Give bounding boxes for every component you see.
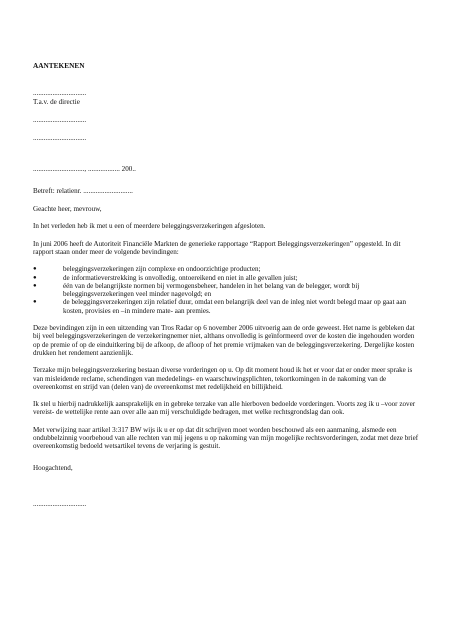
paragraph-tros: Deze bevindingen zijn in een uitzending van Tros Radar op 6 november 2006 uitvoerig aan de orde geweest. Het name is gebleken dat bij veel beleggingsverzekeringen de verzekeringnemer niet, althans onvolledig is geïnformeerd over de kosten die ingehouden worden op de premie of op de einduitkering bij de afkoop, de afloop of het premie vrijmaken van de beleggingsverzekering. Dergelijke kosten drukken het rendement aanzienlijk. [33,324,415,357]
address-line: T.a.v. de directie [33,97,80,106]
list-item-text: beleggingsverzekeringen zijn complexe en ondoorzichtige producten; [63,265,261,274]
list-item-text: één van de belangrijkste normen bij vermogensbeheer, handelen in het belang van de belegger, wordt bij beleggingsverzekeringen veel minder nagevolgd; en [63,281,360,299]
address-line: .............................. [33,134,87,143]
signature-line: .............................. [33,499,87,508]
letter-body [33,62,421,508]
address-line: .............................. [33,115,87,124]
list-item-text: de informatieverstrekking is onvolledig, ontoereikend en niet in alle gevallen juist; [63,273,298,282]
bullet-icon: ● [33,282,37,289]
paragraph-claims: Terzake mijn beleggingsverzekering bestaan diverse vorderingen op u. Op dit moment houd ik het er voor dat er onder meer sprake is van misleidende reclame, schendingen van mededelings- en waarschuwingsplichten, tekortkomingen in de nakoming van de overeenkomst en strijd van (delen van) de overeenkomst met redelijkheid en billijkheid. [33,366,413,391]
list-item [33,274,421,282]
bullet-icon: ● [33,299,37,306]
letter-heading: AANTEKENEN [33,61,85,70]
address-line: .............................. [33,89,87,98]
subject-line: Betreft: relatienr. ............................ [33,186,133,195]
recipient-address [33,89,421,142]
paragraph-reference: Met verwijzing naar artikel 3:317 BW wijs ik u er op dat dit schrijven moet worden beschouwd als een aanmaning, alsmede een ondubbelzinnig voorbehoud van alle rechten van mij jegens u op nakoming van mijn mogelijke rechtsvorderingen, zodat met deze brief overeenkomstig bedoeld wetsartikel tevens de verjaring is gestuit. [33,425,419,451]
closing: Hoogachtend, [33,463,73,472]
findings-list [33,265,421,315]
list-item [33,282,421,299]
paragraph-liability: Ik stel u hierbij nadrukkelijk aansprakelijk en in gebreke terzake van alle hierboven bedoelde vorderingen. Voorts zeg ik u –voor zover vereist- de wettelijke rente aan over alle aan mij verschuldigde bedragen, met welke rechtsgrondslag dan ook. [33,400,416,417]
place-date: ............................., .................. 200.. [33,165,136,174]
list-item [33,265,421,273]
bullet-icon: ● [33,274,37,281]
list-item [33,298,421,315]
list-item-text: de beleggingsverzekeringen zijn relatief duur, omdat een belangrijk deel van de inleg niet wordt belegd maar op gaat aan kosten, provisies en –in mindere mate- aan premies. [63,298,407,315]
paragraph-intro: In het verleden heb ik met u een of meerdere beleggingsverzekeringen afgesloten. [33,222,266,231]
paragraph-report: In juni 2006 heeft de Autoriteit Financiële Markten de generieke rapportage “Rapport Beleggingsverzekeringen” opgesteld. In dit rapport staan onder meer de volgende bevindingen: [33,239,401,256]
bullet-icon: ● [33,266,37,273]
salutation: Geachte heer, mevrouw, [33,205,102,214]
